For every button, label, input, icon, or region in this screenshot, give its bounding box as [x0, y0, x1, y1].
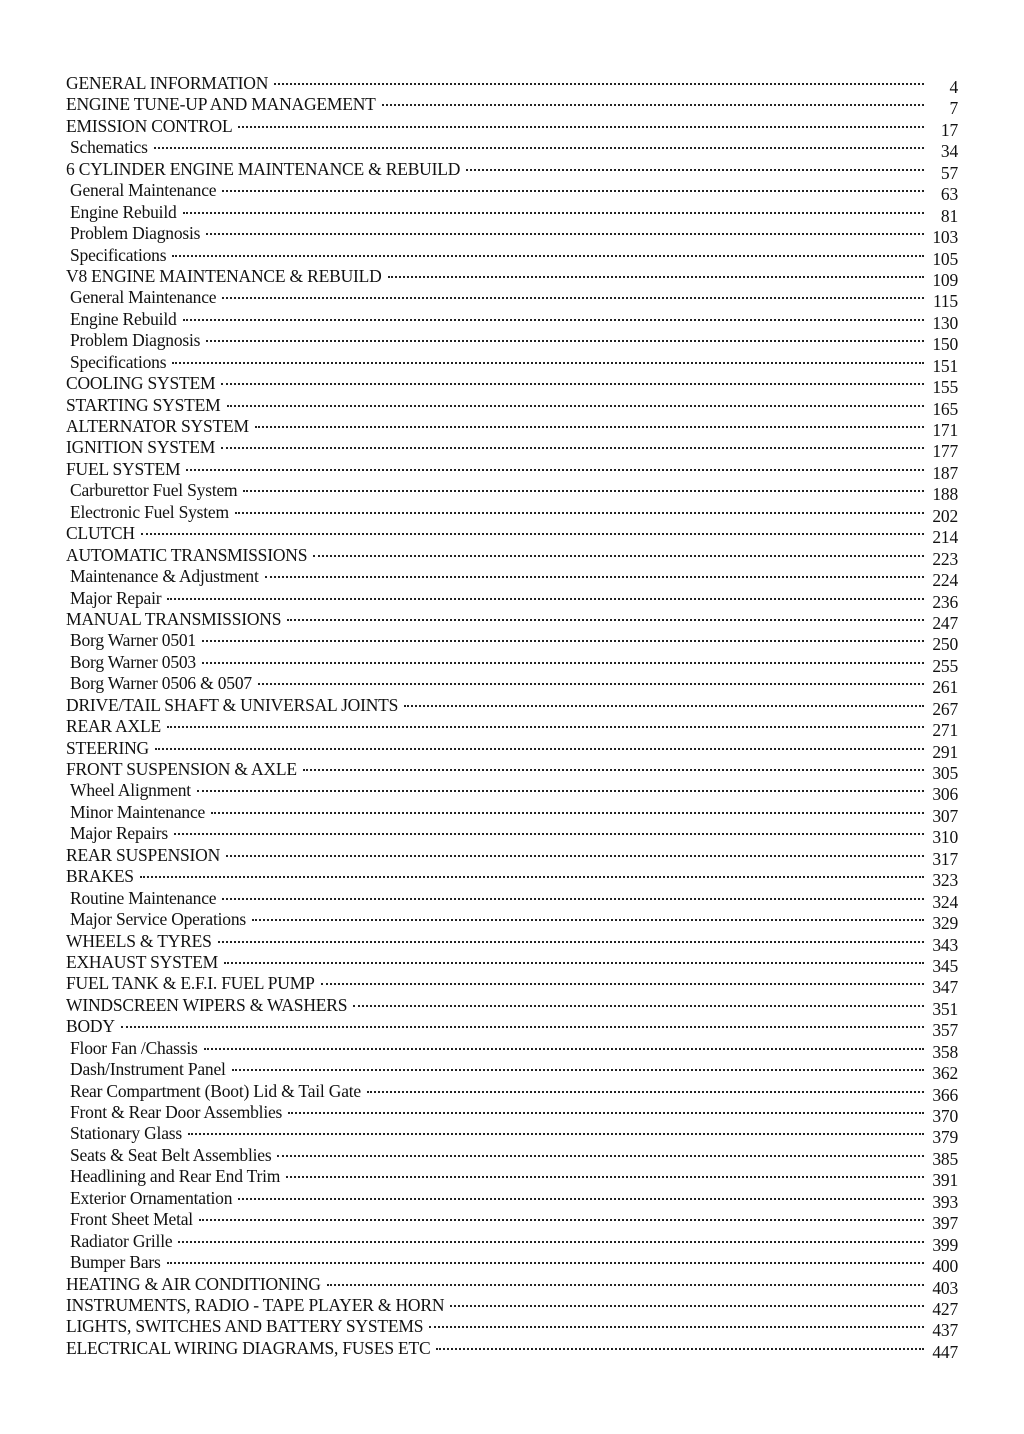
- toc-entry-title: Stationary Glass: [70, 1123, 182, 1144]
- toc-page-number: 437: [932, 1320, 958, 1341]
- toc-entry: [66, 1273, 958, 1298]
- dot-leader: [224, 962, 924, 964]
- toc-subentry: [66, 651, 958, 676]
- toc-entry: [66, 158, 958, 183]
- toc-page-number: 105: [932, 248, 958, 269]
- toc-entry: [66, 373, 958, 398]
- dot-leader: [258, 683, 924, 685]
- toc-entry-title: Major Service Operations: [70, 909, 246, 930]
- toc-entry-title: Borg Warner 0503: [70, 651, 196, 672]
- toc-entry-title: Major Repairs: [70, 823, 168, 844]
- toc-page-number: 236: [932, 591, 958, 612]
- toc-page-number: 109: [932, 269, 958, 290]
- toc-subentry: [66, 244, 958, 269]
- toc-entry: [66, 694, 958, 719]
- toc-subentry: [66, 308, 958, 333]
- toc-page-number: 357: [932, 1020, 958, 1041]
- toc-entry-title: Radiator Grille: [70, 1230, 173, 1251]
- toc-page-number: 400: [932, 1256, 958, 1277]
- dot-leader: [221, 447, 924, 449]
- toc-page-number: 393: [932, 1191, 958, 1212]
- dot-leader: [303, 769, 924, 771]
- toc-entry: [66, 866, 958, 891]
- toc-page-number: 351: [932, 998, 958, 1019]
- toc-subentry: [66, 480, 958, 505]
- toc-entry: [66, 1016, 958, 1041]
- toc-subentry: [66, 1230, 958, 1255]
- dot-leader: [206, 233, 924, 235]
- dot-leader: [222, 898, 924, 900]
- toc-entry-title: MANUAL TRANSMISSIONS: [66, 608, 282, 629]
- dot-leader: [450, 1305, 924, 1307]
- toc-subentry: [66, 909, 958, 934]
- toc-entry-title: WINDSCREEN WIPERS & WASHERS: [66, 994, 348, 1015]
- toc-entry-title: Specifications: [70, 351, 167, 372]
- toc-entry-title: ALTERNATOR SYSTEM: [66, 416, 249, 436]
- toc-page-number: 366: [932, 1084, 958, 1105]
- toc-page-number: 250: [932, 634, 958, 655]
- dot-leader: [274, 83, 924, 85]
- toc-entry: [66, 394, 958, 419]
- toc-entry-title: STEERING: [66, 737, 149, 758]
- toc-entry-title: Borg Warner 0506 & 0507: [70, 673, 252, 694]
- toc-entry-title: COOLING SYSTEM: [66, 373, 216, 394]
- toc-entry-title: V8 ENGINE MAINTENANCE & REBUILD: [66, 265, 382, 286]
- toc-page-number: 271: [932, 720, 958, 741]
- dot-leader: [436, 1348, 924, 1350]
- dot-leader: [327, 1284, 924, 1286]
- dot-leader: [199, 1219, 924, 1221]
- dot-leader: [287, 619, 924, 621]
- dot-leader: [353, 1005, 924, 1007]
- dot-leader: [121, 1026, 924, 1028]
- dot-leader: [186, 469, 924, 471]
- toc-page-number: 307: [932, 805, 958, 826]
- toc-page-number: 57: [940, 162, 958, 183]
- toc-subentry: [66, 1209, 958, 1234]
- toc-page-number: 329: [932, 913, 958, 934]
- toc-subentry: [66, 201, 958, 226]
- toc-entry: [66, 951, 958, 976]
- toc-entry-title: Wheel Alignment: [70, 780, 191, 801]
- dot-leader: [202, 640, 924, 642]
- toc-entry-title: STARTING SYSTEM: [66, 394, 221, 415]
- toc-page-number: 63: [940, 184, 958, 205]
- toc-entry-title: BODY: [66, 1016, 115, 1037]
- toc-entry-title: Front & Rear Door Assemblies: [70, 1102, 283, 1122]
- dot-leader: [206, 340, 924, 342]
- dot-leader: [221, 383, 924, 385]
- toc-entry-title: Floor Fan /Chassis: [70, 1037, 198, 1058]
- dot-leader: [167, 598, 924, 600]
- toc-entry: [66, 265, 958, 290]
- toc-page-number: 34: [940, 141, 958, 162]
- toc-page-number: 81: [940, 205, 958, 226]
- dot-leader: [255, 426, 924, 428]
- toc-page-number: 4: [949, 77, 958, 97]
- toc-subentry: [66, 351, 958, 376]
- toc-subentry: [66, 1252, 958, 1277]
- toc-page-number: 447: [932, 1341, 958, 1362]
- toc-entry: [66, 759, 958, 783]
- toc-subentry: [66, 330, 958, 355]
- dot-leader: [167, 726, 924, 728]
- dot-leader: [235, 512, 924, 514]
- toc-entry-title: Major Repair: [70, 587, 162, 608]
- toc-entry-title: REAR SUSPENSION: [66, 844, 221, 865]
- toc-entry-title: ELECTRICAL WIRING DIAGRAMS, FUSES ETC: [66, 1337, 431, 1358]
- toc-subentry: [66, 180, 958, 205]
- toc-subentry: [66, 1166, 958, 1191]
- toc-entry-title: BRAKES: [66, 866, 134, 887]
- toc-page-number: 247: [932, 612, 958, 633]
- toc-page-number: 165: [932, 398, 958, 419]
- toc-entry-title: Problem Diagnosis: [70, 223, 201, 244]
- toc-page-number: 347: [932, 977, 958, 998]
- toc-entry-title: Seats & Seat Belt Assemblies: [70, 1144, 272, 1165]
- toc-subentry: [66, 780, 958, 805]
- toc-entry-title: General Maintenance: [70, 180, 217, 201]
- dot-leader: [227, 405, 925, 407]
- dot-leader: [466, 169, 924, 171]
- toc-entry-title: Problem Diagnosis: [70, 330, 201, 351]
- toc-page-number: 223: [932, 548, 958, 569]
- toc-page-number: 358: [932, 1041, 958, 1062]
- dot-leader: [202, 662, 924, 664]
- toc-subentry: [66, 673, 958, 698]
- toc-page-number: 427: [932, 1298, 958, 1319]
- dot-leader: [183, 212, 924, 214]
- dot-leader: [155, 748, 924, 750]
- toc-entry-title: FRONT SUSPENSION & AXLE: [66, 759, 297, 779]
- dot-leader: [167, 1262, 924, 1264]
- toc-entry-title: Specifications: [70, 244, 167, 265]
- toc-page-number: 306: [932, 784, 958, 805]
- toc-subentry: [66, 1102, 958, 1126]
- toc-subentry: [66, 1037, 958, 1062]
- toc-entry-title: Exterior Ornamentation: [70, 1187, 233, 1208]
- toc-page-number: 224: [932, 570, 958, 591]
- dot-leader: [232, 1069, 924, 1071]
- toc-entry: [66, 716, 958, 741]
- toc-entry: [66, 458, 958, 483]
- toc-subentry: [66, 801, 958, 826]
- toc-entry: [66, 437, 958, 462]
- toc-page-number: 399: [932, 1234, 958, 1255]
- toc-entry-title: Headlining and Rear End Trim: [70, 1166, 281, 1187]
- dot-leader: [172, 362, 924, 364]
- dot-leader: [288, 1112, 924, 1114]
- toc-page-number: 343: [932, 934, 958, 955]
- toc-page-number: 187: [932, 462, 958, 483]
- toc-page-number: 317: [932, 848, 958, 869]
- toc-entry-title: EMISSION CONTROL: [66, 115, 233, 136]
- toc-subentry: [66, 630, 958, 655]
- toc-page-number: 155: [932, 377, 958, 398]
- toc-entry-title: Schematics: [70, 137, 148, 158]
- dot-leader: [211, 812, 924, 814]
- toc-entry-title: CLUTCH: [66, 523, 135, 544]
- dot-leader: [226, 855, 924, 857]
- toc-entry: [66, 994, 958, 1019]
- dot-leader: [277, 1155, 924, 1157]
- toc-page-number: 150: [932, 334, 958, 355]
- toc-entry-title: General Maintenance: [70, 287, 217, 308]
- dot-leader: [238, 126, 924, 128]
- dot-leader: [313, 555, 924, 557]
- toc-page-number: 310: [932, 827, 958, 848]
- toc-page-number: 403: [932, 1277, 958, 1298]
- dot-leader: [140, 876, 924, 878]
- dot-leader: [222, 190, 924, 192]
- toc-subentry: [66, 137, 958, 162]
- toc-page-number: 379: [932, 1127, 958, 1148]
- toc-entry-title: Dash/Instrument Panel: [70, 1059, 226, 1080]
- toc-page-number: 267: [932, 698, 958, 719]
- toc-entry: [66, 73, 958, 97]
- toc-entry-title: Front Sheet Metal: [70, 1209, 193, 1230]
- toc-subentry: [66, 1123, 958, 1148]
- toc-subentry: [66, 287, 958, 312]
- dot-leader: [178, 1241, 924, 1243]
- dot-leader: [382, 104, 924, 106]
- dot-leader: [222, 297, 924, 299]
- toc-page-number: 115: [932, 291, 958, 312]
- toc-entry-title: Routine Maintenance: [70, 887, 217, 908]
- toc-entry: [66, 1294, 958, 1319]
- toc-page-number: 214: [932, 527, 958, 548]
- toc-subentry: [66, 223, 958, 248]
- toc-subentry: [66, 1144, 958, 1169]
- toc-entry: [66, 115, 958, 140]
- toc-page-number: 362: [932, 1063, 958, 1084]
- toc-subentry: [66, 1080, 958, 1105]
- toc-page-number: 130: [932, 312, 958, 333]
- toc-page-number: 177: [932, 441, 958, 462]
- toc-page-number: 385: [932, 1148, 958, 1169]
- toc-subentry: [66, 1187, 958, 1212]
- dot-leader: [188, 1133, 924, 1135]
- toc-entry-title: LIGHTS, SWITCHES AND BATTERY SYSTEMS: [66, 1316, 424, 1337]
- toc-entry: [66, 544, 958, 569]
- toc-entry: [66, 94, 958, 119]
- toc-entry-title: Rear Compartment (Boot) Lid & Tail Gate: [70, 1080, 361, 1101]
- toc-entry-title: Minor Maintenance: [70, 801, 206, 822]
- dot-leader: [218, 941, 924, 943]
- toc-page-number: 151: [932, 355, 958, 376]
- toc-entry: [66, 930, 958, 955]
- toc-entry: [66, 737, 958, 762]
- toc-entry-title: HEATING & AIR CONDITIONING: [66, 1273, 321, 1294]
- toc-entry-title: Borg Warner 0501: [70, 630, 196, 651]
- dot-leader: [429, 1326, 924, 1328]
- table-of-contents: [66, 73, 958, 1362]
- dot-leader: [204, 1048, 924, 1050]
- toc-page-number: 324: [932, 891, 958, 912]
- toc-entry-title: Electronic Fuel System: [70, 501, 229, 522]
- toc-page-number: 397: [932, 1213, 958, 1234]
- toc-subentry: [66, 887, 958, 912]
- toc-page-number: 188: [932, 484, 958, 505]
- dot-leader: [183, 319, 924, 321]
- dot-leader: [286, 1176, 924, 1178]
- toc-entry-title: FUEL TANK & E.F.I. FUEL PUMP: [66, 973, 315, 994]
- toc-entry: [66, 1337, 958, 1362]
- toc-entry: [66, 973, 958, 998]
- toc-page-number: 345: [932, 955, 958, 976]
- toc-subentry: [66, 566, 958, 591]
- toc-subentry: [66, 823, 958, 848]
- toc-page-number: 305: [932, 763, 958, 783]
- toc-entry-title: Engine Rebuild: [70, 308, 177, 329]
- toc-page-number: 103: [932, 227, 958, 248]
- toc-entry-title: GENERAL INFORMATION: [66, 73, 269, 93]
- dot-leader: [265, 576, 924, 578]
- toc-entry-title: WHEELS & TYRES: [66, 930, 212, 951]
- toc-entry-title: FUEL SYSTEM: [66, 458, 181, 479]
- toc-page-number: 370: [932, 1106, 958, 1126]
- dot-leader: [243, 490, 924, 492]
- dot-leader: [154, 147, 924, 149]
- dot-leader: [321, 983, 924, 985]
- toc-entry-title: ENGINE TUNE-UP AND MANAGEMENT: [66, 94, 376, 115]
- toc-entry-title: Maintenance & Adjustment: [70, 566, 259, 587]
- toc-page-number: 255: [932, 655, 958, 676]
- toc-entry-title: IGNITION SYSTEM: [66, 437, 216, 458]
- toc-subentry: [66, 587, 958, 612]
- dot-leader: [238, 1198, 924, 1200]
- dot-leader: [172, 255, 924, 257]
- toc-page-number: 7: [949, 98, 958, 119]
- toc-entry-title: Carburettor Fuel System: [70, 480, 238, 501]
- toc-entry-title: 6 CYLINDER ENGINE MAINTENANCE & REBUILD: [66, 158, 461, 179]
- toc-page-number: 391: [932, 1170, 958, 1191]
- dot-leader: [174, 833, 924, 835]
- toc-page-number: 202: [932, 505, 958, 526]
- toc-entry-title: EXHAUST SYSTEM: [66, 951, 218, 972]
- toc-entry-title: INSTRUMENTS, RADIO - TAPE PLAYER & HORN: [66, 1294, 445, 1315]
- dot-leader: [404, 705, 924, 707]
- toc-entry: [66, 523, 958, 548]
- toc-entry: [66, 844, 958, 869]
- toc-page-number: 17: [940, 119, 958, 140]
- toc-entry-title: REAR AXLE: [66, 716, 161, 737]
- toc-subentry: [66, 501, 958, 526]
- dot-leader: [367, 1091, 924, 1093]
- dot-leader: [252, 919, 924, 921]
- dot-leader: [141, 533, 924, 535]
- toc-page-number: 261: [932, 677, 958, 698]
- toc-entry: [66, 416, 958, 440]
- toc-entry-title: Engine Rebuild: [70, 201, 177, 222]
- toc-entry: [66, 608, 958, 633]
- toc-entry-title: DRIVE/TAIL SHAFT & UNIVERSAL JOINTS: [66, 694, 399, 715]
- toc-subentry: [66, 1059, 958, 1084]
- toc-page-number: 323: [932, 870, 958, 891]
- toc-page-number: 291: [932, 741, 958, 762]
- dot-leader: [388, 276, 924, 278]
- toc-entry-title: AUTOMATIC TRANSMISSIONS: [66, 544, 308, 565]
- dot-leader: [197, 790, 924, 792]
- toc-page-number: 171: [932, 420, 958, 440]
- toc-entry: [66, 1316, 958, 1341]
- toc-entry-title: Bumper Bars: [70, 1252, 161, 1273]
